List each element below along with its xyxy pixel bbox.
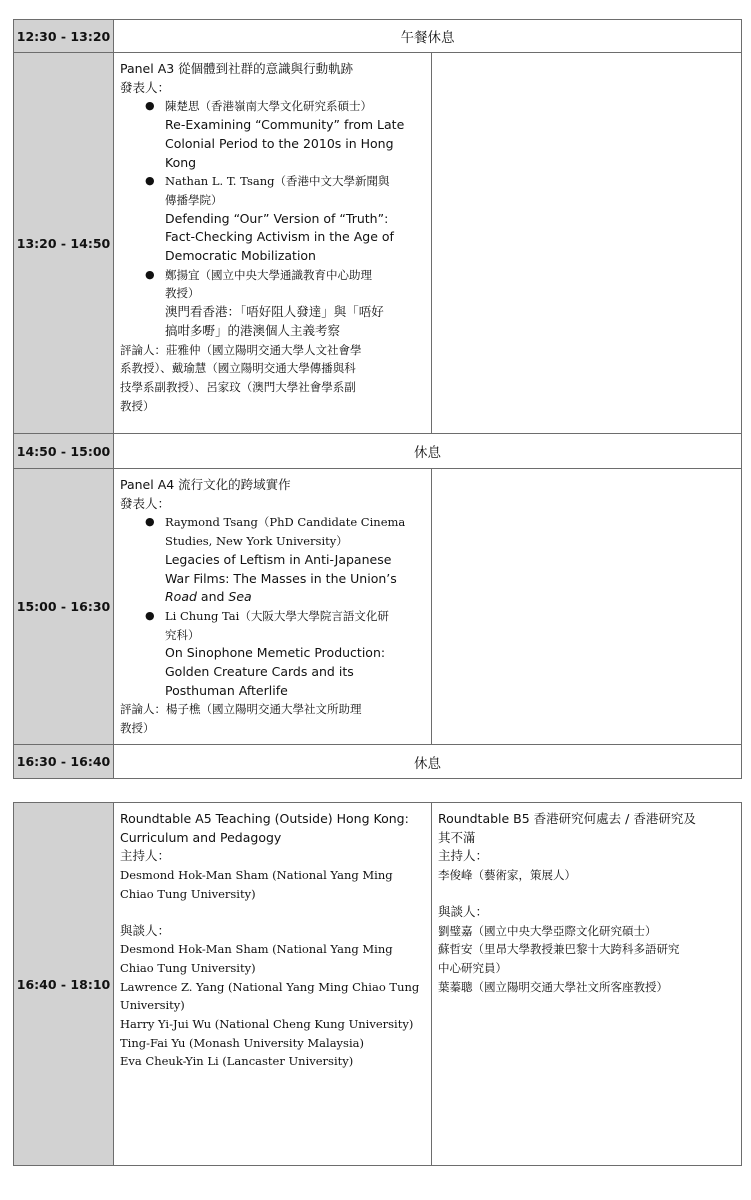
spacer: [120, 904, 425, 922]
paper-title-line: Re-Examining “Community” from Late: [165, 117, 405, 133]
host-name-line: Chiao Tung University): [120, 886, 256, 901]
host-name: 李俊峰（藝術家，策展人）: [438, 868, 576, 883]
discussants-line: 系教授）、戴瑜慧（國立陽明交通大學傳播與科: [120, 361, 356, 376]
paper-title-line: Democratic Mobilization: [165, 248, 316, 264]
host-label: 主持人：: [438, 848, 489, 864]
speaker-line: 劉璧嘉（國立中央大學亞際文化研究碩士）: [438, 923, 657, 938]
bullet-icon: ●: [145, 174, 155, 188]
presenters-label: 發表人：: [120, 495, 171, 511]
speaker-line: Desmond Hok-Man Sham (National Yang Ming: [120, 942, 393, 957]
roundtable-title-line: Roundtable A5 Teaching (Outside) Hong Kong:: [120, 811, 409, 826]
host-name: [120, 866, 425, 903]
empty-cell: [432, 53, 742, 434]
discussants: [120, 700, 425, 737]
discussants: [120, 341, 425, 416]
speaker-line: 葉蓁聰（國立陽明交通大學社文所客座教授）: [438, 979, 668, 994]
paper-title-line: Kong: [165, 154, 197, 170]
presenter-name: [165, 266, 425, 303]
speaker-line: Lawrence Z. Yang (National Yang Ming Chiao Tung: [120, 979, 420, 994]
schedule-row: [14, 469, 742, 745]
speaker-line: 蘇哲安（里昂大學教授兼巴黎十大跨科多語研究: [438, 942, 680, 957]
presenters-label: 發表人：: [120, 79, 171, 95]
paper-title-line: On Sinophone Memetic Production:: [165, 645, 386, 661]
paper-title-text: and: [196, 589, 229, 605]
speakers-label: 與談人：: [120, 922, 171, 938]
paper-title: [165, 644, 425, 700]
speaker-line: Ting-Fai Yu (Monash University Malaysia): [120, 1035, 364, 1050]
paper-title-line: Golden Creature Cards and its: [165, 664, 354, 680]
speaker-line: Chiao Tung University): [120, 960, 256, 975]
bullet-icon: ●: [145, 99, 155, 113]
paper-title: [165, 551, 425, 607]
speaker-line: Eva Cheuk-Yin Li (Lancaster University): [120, 1054, 354, 1069]
time-slot: 14:50 - 15:00: [14, 434, 114, 469]
session-cell: [114, 469, 432, 745]
presenter-item: [120, 513, 425, 607]
presenter-name-line: Raymond Tsang（PhD Candidate Cinema: [165, 515, 406, 530]
schedule-row: [14, 803, 742, 1166]
speakers-label: 與談人：: [438, 903, 489, 919]
paper-title-line: 搞咁多嘢」的港澳個人主義考察: [165, 322, 341, 338]
paper-title: [165, 210, 425, 266]
paper-title-line: War Films: The Masses in the Union’s: [165, 570, 397, 586]
italic-text: Road: [165, 589, 197, 605]
schedule-row: [14, 20, 742, 53]
roundtable-title: [438, 810, 735, 847]
presenter-name-line: 教授）: [165, 286, 200, 301]
presenter-name-line: 鄭揚宜（國立中央大學通識教育中心助理: [165, 267, 372, 282]
paper-title-line: 澳門看香港：「唔好阻人發達」與「唔好: [165, 304, 384, 320]
session-label: 休息: [114, 434, 742, 469]
schedule-table-2: [13, 802, 742, 1166]
roundtable-title-line: Roundtable B5 香港研究何處去 / 香港研究及: [438, 811, 696, 826]
presenter-name: [165, 172, 425, 209]
host-label: 主持人：: [120, 848, 171, 864]
paper-title-line: Fact-Checking Activism in the Age of: [165, 229, 394, 245]
discussants-line: 教授）: [120, 398, 155, 413]
paper-title: [165, 303, 425, 340]
paper-title-line: Colonial Period to the 2010s in Hong: [165, 135, 394, 151]
italic-text: Sea: [228, 589, 252, 605]
presenter-name: [165, 513, 425, 550]
presenter-name-line: Studies, New York University）: [165, 534, 348, 549]
presenter-name-line: 傳播學院）: [165, 192, 223, 207]
paper-title: [165, 116, 425, 172]
presenter-item: [120, 97, 425, 172]
presenter-name: 陳楚思（香港嶺南大學文化研究系碩士）: [165, 99, 372, 114]
presenter-item: [120, 266, 425, 341]
schedule-row: [14, 745, 742, 779]
paper-title-line: Posthuman Afterlife: [165, 682, 288, 698]
spacer: [438, 885, 735, 903]
empty-cell: [432, 469, 742, 745]
presenter-item: [120, 172, 425, 266]
panel-title: Panel A4 流行文化的跨域實作: [120, 477, 291, 492]
session-label: 休息: [114, 745, 742, 779]
session-cell: [114, 53, 432, 434]
speaker-line: 中心研究員）: [438, 960, 507, 975]
bullet-icon: ●: [145, 515, 155, 529]
discussants-line: 評論人：楊子樵（國立陽明交通大學社文所助理: [120, 702, 362, 717]
paper-title-line: Legacies of Leftism in Anti-Japanese: [165, 551, 392, 567]
roundtable-cell: [432, 803, 742, 1166]
presenter-name-line: Li Chung Tai（大阪大學大學院言語文化研: [165, 608, 389, 623]
host-name-line: Desmond Hok-Man Sham (National Yang Ming: [120, 868, 393, 883]
roundtable-title-line: 其不滿: [438, 829, 476, 845]
bullet-icon: ●: [145, 608, 155, 622]
schedule-table-1: [13, 19, 742, 779]
presenter-item: [120, 607, 425, 701]
paper-title-line: Defending “Our” Version of “Truth”:: [165, 210, 389, 226]
discussants-line: 評論人：莊雅仲（國立陽明交通大學人文社會學: [120, 342, 362, 357]
presenter-name-line: Nathan L. T. Tsang（香港中文大學新聞與: [165, 174, 390, 189]
schedule-row: [14, 434, 742, 469]
time-slot: 16:30 - 16:40: [14, 745, 114, 779]
time-slot: 12:30 - 13:20: [14, 20, 114, 53]
session-label: 午餐休息: [114, 20, 742, 53]
presenter-name: [165, 607, 425, 644]
roundtable-title-line: Curriculum and Pedagogy: [120, 829, 282, 845]
discussants-line: 技學系副教授）、呂家玟（澳門大學社會學系副: [120, 379, 356, 394]
speakers-list: [438, 922, 735, 997]
time-slot: 15:00 - 16:30: [14, 469, 114, 745]
roundtable-title: [120, 810, 425, 847]
time-slot: 13:20 - 14:50: [14, 53, 114, 434]
schedule-row: [14, 53, 742, 434]
time-slot: 16:40 - 18:10: [14, 803, 114, 1166]
presenter-name-line: 究科）: [165, 627, 200, 642]
speaker-line: Harry Yi-Jui Wu (National Cheng Kung University): [120, 1017, 414, 1032]
paper-title-line: [165, 588, 425, 607]
speakers-list: [120, 940, 425, 1071]
roundtable-cell: [114, 803, 432, 1166]
discussants-line: 教授）: [120, 721, 155, 736]
speaker-line: University): [120, 998, 185, 1013]
bullet-icon: ●: [145, 267, 155, 281]
panel-title: Panel A3 從個體到社群的意識與行動軌跡: [120, 61, 354, 76]
